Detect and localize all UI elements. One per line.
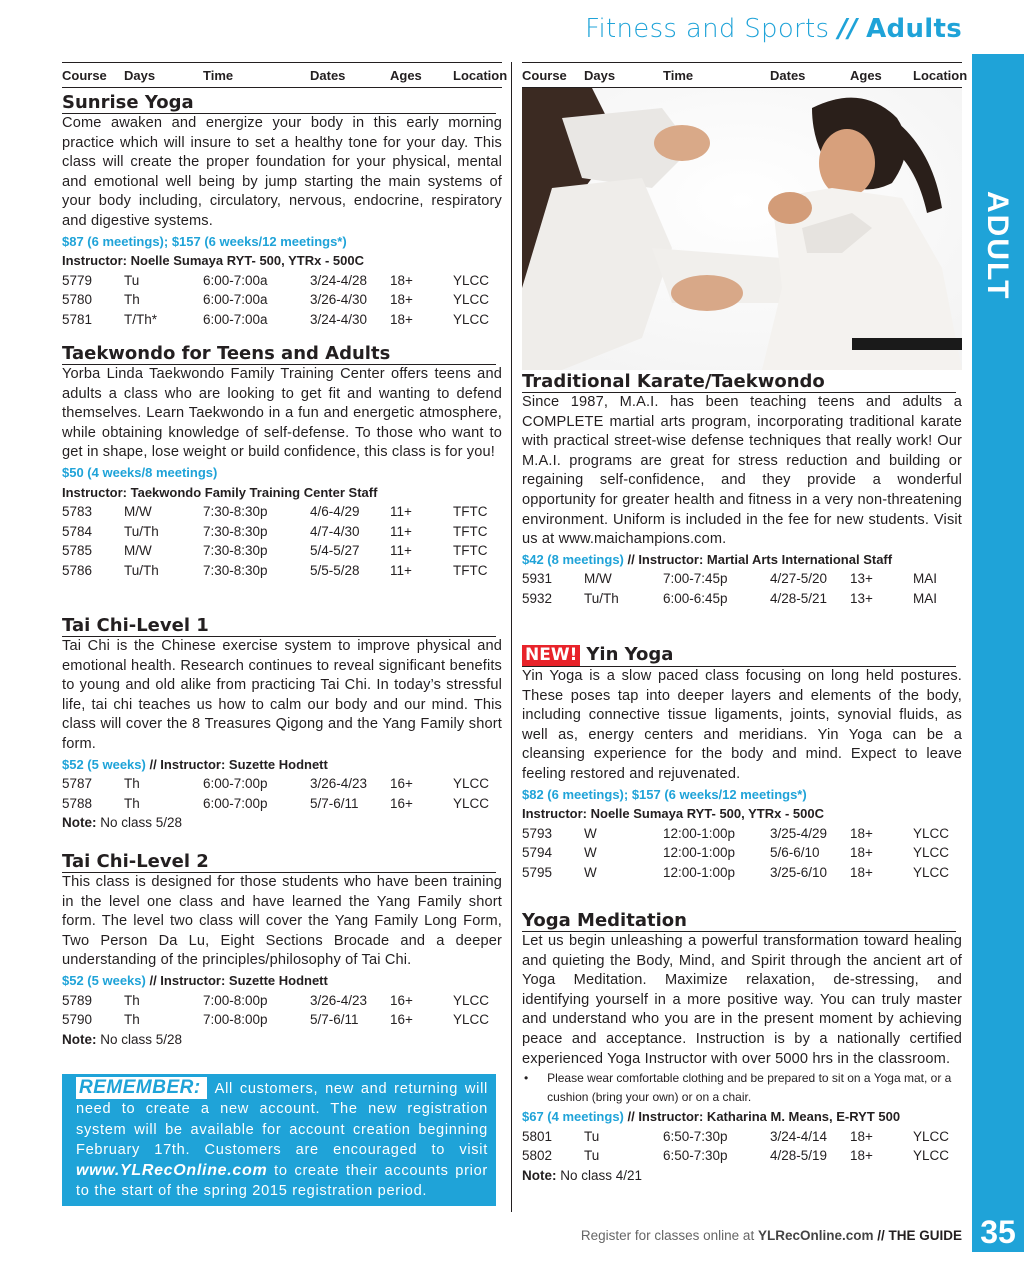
yoga-meditation-price: $67 (4 meetings) xyxy=(522,1109,624,1125)
sunrise-yoga-title: Sunrise Yoga xyxy=(62,92,496,114)
taichi-level2-price-instructor xyxy=(62,971,502,991)
cell-course-number: 5795 xyxy=(522,864,553,880)
note-text: No class 5/28 xyxy=(96,815,183,831)
page-header xyxy=(585,14,962,44)
taichi-level1-price-instructor xyxy=(62,755,502,775)
sunrise-yoga-instructor: Instructor: Noelle Sumaya RYT- 500, YTRx - 500C xyxy=(62,253,364,269)
yin-yoga-description: Yin Yoga is a slow paced class focusing on long held postures. These poses tap into deeper layers and elements of the body, including connective tissue ligaments, joints, synovial fluids, as well as, energy centers and meridians. Yin Yoga can be a cleansing experience for the body and mind. Expect to leave feeling restored and rejuvenated. xyxy=(522,668,962,782)
bullet-text: Please wear comfortable clothing and be prepared to sit on a Yoga mat, or a cushion (bring your own) or on a chair. xyxy=(547,1071,952,1105)
note-label: Note: xyxy=(62,1031,97,1047)
cell-course-number: 5786 xyxy=(62,562,93,578)
cell-ages: 18+ xyxy=(850,1128,873,1144)
yin-yoga-price: $82 (6 meetings); $157 (6 weeks/12 meetings*) xyxy=(522,786,807,802)
karate-description: Since 1987, M.A.I. has been teaching teens and adults a COMPLETE martial arts program, incorporating traditional karate with practical street-wise defense techniques that really work! Our M.A.I. programs are great for stress reduction and building or regaining self-confidence, and they provide a wonderful opportunity for greater health and fitness in a very non-threatening environment. Uniform is included in the fee for new students. Visit us at www.maichampions.com. xyxy=(522,394,962,548)
cell-course-number: 5785 xyxy=(62,543,93,559)
taichi-level1-title: Tai Chi-Level 1 xyxy=(62,615,496,637)
cell-time: 7:00-8:00p xyxy=(203,992,268,1008)
cell-days: Tu xyxy=(584,1128,600,1144)
header-ages: Ages xyxy=(850,67,882,83)
taekwondo-description: Yorba Linda Taekwondo Family Training Center offers teens and adults a class who are looking to get fit and wanting to defend themselves. Learn Taekwondo in a fun and energetic atmosphere, while obtaining knowledge of self-defense. To those who want to get in shape, lose weight or build confidence, this class is for you! xyxy=(62,366,502,461)
header-ages: Ages xyxy=(390,67,422,83)
cell-dates: 4/28-5/21 xyxy=(770,590,828,606)
table-row xyxy=(62,541,502,561)
column-header-right xyxy=(522,62,968,88)
note-label: Note: xyxy=(62,815,97,831)
karate-title: Traditional Karate/Taekwondo xyxy=(522,371,956,393)
taekwondo-title: Taekwondo for Teens and Adults xyxy=(62,343,496,365)
karate-price-instructor xyxy=(522,550,962,570)
cell-course-number: 5790 xyxy=(62,1012,93,1028)
yoga-meditation-description: Let us begin unleashing a powerful transformation toward healing and quieting the Body, Mind, and Spirit through the ancient art of Yoga Meditation. Maximize relaxation, de-stressing, and identifying yourself in a more positive way. You can truly master and understand who you are in the present moment by achieving peace and acceptance. Instruction is by a nationally certified experienced Yoga Instructor with over 5000 hrs in the classroom. xyxy=(522,933,962,1067)
cell-ages: 16+ xyxy=(390,992,413,1008)
cell-time: 12:00-1:00p xyxy=(663,864,736,880)
side-tab-text xyxy=(978,191,1018,306)
yin-yoga-schedule xyxy=(522,824,962,883)
cell-dates: 5/5-5/28 xyxy=(310,562,360,578)
cell-ages: 13+ xyxy=(850,590,873,606)
page-footer xyxy=(581,1228,962,1243)
header-days: Days xyxy=(584,67,616,83)
cell-location: YLCC xyxy=(453,795,490,811)
cell-days: Th xyxy=(124,292,140,308)
cell-ages: 13+ xyxy=(850,571,873,587)
cell-location: TFTC xyxy=(453,523,488,539)
taichi-level2-schedule xyxy=(62,991,502,1030)
table-row xyxy=(62,502,502,522)
table-row xyxy=(62,522,502,542)
footer-url-link[interactable]: YLRecOnline.com xyxy=(757,1228,874,1243)
cell-days: W xyxy=(584,864,597,880)
cell-dates: 3/24-4/28 xyxy=(310,272,368,288)
cell-location: TFTC xyxy=(453,543,488,559)
column-header-left xyxy=(62,62,508,88)
header-time: Time xyxy=(203,67,234,83)
cell-time: 7:00-8:00p xyxy=(203,1012,268,1028)
cell-course-number: 5793 xyxy=(522,825,553,841)
table-row xyxy=(522,843,962,863)
cell-days: Tu/Th xyxy=(124,562,159,578)
cell-time: 7:30-8:30p xyxy=(203,543,268,559)
cell-dates: 3/26-4/23 xyxy=(310,992,368,1008)
cell-course-number: 5787 xyxy=(62,776,93,792)
table-row xyxy=(62,561,502,581)
cell-location: YLCC xyxy=(913,1148,950,1164)
cell-course-number: 5932 xyxy=(522,590,553,606)
yoga-meditation-bullet xyxy=(522,1069,962,1107)
table-row xyxy=(62,774,502,794)
cell-course-number: 5801 xyxy=(522,1128,553,1144)
yin-yoga-title-row xyxy=(522,644,956,667)
karate-schedule xyxy=(522,569,962,608)
sunrise-yoga-schedule xyxy=(62,271,502,330)
cell-days: M/W xyxy=(584,571,612,587)
taekwondo-instructor: Instructor: Taekwondo Family Training Center Staff xyxy=(62,484,378,500)
yin-yoga-section xyxy=(522,644,962,883)
yin-yoga-instructor: Instructor: Noelle Sumaya RYT- 500, YTRx - 500C xyxy=(522,806,824,822)
cell-time: 6:50-7:30p xyxy=(663,1128,728,1144)
cell-time: 6:00-7:00a xyxy=(203,311,268,327)
karate-price: $42 (8 meetings) xyxy=(522,551,624,567)
yoga-meditation-title: Yoga Meditation xyxy=(522,910,956,932)
cell-days: Th xyxy=(124,992,140,1008)
cell-ages: 18+ xyxy=(390,292,413,308)
remember-tag: REMEMBER: xyxy=(76,1077,207,1099)
cell-dates: 3/25-6/10 xyxy=(770,864,828,880)
remember-text-1: All customers, new and returning will need to create a new account. The new registration system will be available for account creation beginning February 17th. Customers are encouraged to visit xyxy=(76,1081,488,1159)
cell-location: YLCC xyxy=(913,1128,950,1144)
taichi-level2-price: $52 (5 weeks) xyxy=(62,972,146,988)
cell-time: 6:00-7:00a xyxy=(203,272,268,288)
cell-time: 6:00-6:45p xyxy=(663,590,728,606)
cell-dates: 3/24-4/30 xyxy=(310,311,368,327)
column-divider xyxy=(511,62,512,1212)
table-row xyxy=(522,863,962,883)
cell-days: W xyxy=(584,845,597,861)
cell-days: M/W xyxy=(124,504,152,520)
new-badge: NEW! xyxy=(522,645,580,666)
header-dates: Dates xyxy=(310,67,346,83)
yoga-meditation-section xyxy=(522,910,962,1186)
cell-time: 7:30-8:30p xyxy=(203,562,268,578)
table-row xyxy=(522,1146,962,1166)
cell-dates: 5/7-6/11 xyxy=(310,795,359,811)
taichi-level2-description: This class is designed for those students who have been training in the level one class and have learned the Yang Family short form. The level two class will cover the Yang Family Long Form, Two Person Da Lu, Eight Sections Brocade and a deeper understanding of the principles/philosophy of Tai Chi. xyxy=(62,874,502,969)
cell-ages: 16+ xyxy=(390,1012,413,1028)
cell-dates: 3/25-4/29 xyxy=(770,825,828,841)
remember-url-link[interactable]: www.YLRecOnline.com xyxy=(76,1161,268,1179)
cell-dates: 3/26-4/23 xyxy=(310,776,368,792)
cell-location: YLCC xyxy=(453,311,490,327)
cell-dates: 5/4-5/27 xyxy=(310,543,360,559)
karate-instructor: // Instructor: Martial Arts International Staff xyxy=(623,551,893,567)
cell-course-number: 5788 xyxy=(62,795,93,811)
taichi-level2-instructor: // Instructor: Suzette Hodnett xyxy=(145,972,328,988)
table-row xyxy=(62,991,502,1011)
cell-days: Tu xyxy=(584,1148,600,1164)
yin-yoga-title: Yin Yoga xyxy=(586,644,674,665)
cell-time: 6:00-7:00a xyxy=(203,292,268,308)
cell-days: Tu/Th xyxy=(584,590,619,606)
header-time: Time xyxy=(663,67,694,83)
cell-days: Th xyxy=(124,776,140,792)
table-row xyxy=(522,589,962,609)
cell-dates: 3/26-4/30 xyxy=(310,292,368,308)
cell-course-number: 5789 xyxy=(62,992,93,1008)
side-tab-text-label: ADULT xyxy=(981,191,1014,301)
note-text: No class 5/28 xyxy=(96,1031,183,1047)
remember-notice xyxy=(62,1074,496,1206)
cell-course-number: 5780 xyxy=(62,292,93,308)
table-row xyxy=(62,310,502,330)
cell-days: T/Th* xyxy=(124,311,158,327)
taichi-level1-instructor: // Instructor: Suzette Hodnett xyxy=(145,756,328,772)
cell-ages: 11+ xyxy=(390,543,412,559)
taekwondo-price: $50 (4 weeks/8 meetings) xyxy=(62,464,218,480)
cell-course-number: 5783 xyxy=(62,504,93,520)
table-row xyxy=(522,569,962,589)
cell-time: 12:00-1:00p xyxy=(663,845,736,861)
cell-location: MAI xyxy=(913,590,938,606)
cell-ages: 18+ xyxy=(850,825,873,841)
cell-ages: 11+ xyxy=(390,504,412,520)
cell-time: 7:30-8:30p xyxy=(203,504,268,520)
cell-days: Th xyxy=(124,795,140,811)
cell-dates: 5/7-6/11 xyxy=(310,1012,359,1028)
cell-ages: 11+ xyxy=(390,562,412,578)
cell-course-number: 5781 xyxy=(62,311,93,327)
cell-dates: 4/27-5/20 xyxy=(770,571,828,587)
cell-course-number: 5794 xyxy=(522,845,553,861)
cell-dates: 4/7-4/30 xyxy=(310,523,360,539)
note-label: Note: xyxy=(522,1167,557,1183)
cell-location: YLCC xyxy=(913,845,950,861)
note-text: No class 4/21 xyxy=(556,1167,643,1183)
table-row xyxy=(62,271,502,291)
header-dates: Dates xyxy=(770,67,806,83)
cell-location: TFTC xyxy=(453,562,488,578)
yoga-meditation-schedule xyxy=(522,1127,962,1166)
cell-ages: 11+ xyxy=(390,523,412,539)
taekwondo-schedule xyxy=(62,502,502,580)
header-days: Days xyxy=(124,67,156,83)
table-row xyxy=(62,290,502,310)
footer-suffix: // THE GUIDE xyxy=(873,1228,962,1243)
table-row xyxy=(62,1010,502,1030)
taichi-level1-schedule xyxy=(62,774,502,813)
cell-dates: 3/24-4/14 xyxy=(770,1128,828,1144)
yoga-meditation-note xyxy=(522,1166,962,1186)
yoga-meditation-instructor: // Instructor: Katharina M. Means, E-RYT 500 xyxy=(623,1109,901,1125)
table-row xyxy=(522,824,962,844)
header-slash: // xyxy=(837,14,858,44)
taichi-level1-description: Tai Chi is the Chinese exercise system to improve physical and emotional health. Research continues to reveal significant benefits to young and old alike from practicing Tai Chi. In today’s stressful life, tai chi teaches us how to calm our body and our mind. This class will cover the 8 Treasures Qigong and the Yang Family short form. xyxy=(62,638,502,752)
cell-days: M/W xyxy=(124,543,152,559)
cell-course-number: 5802 xyxy=(522,1148,553,1164)
cell-ages: 18+ xyxy=(850,845,873,861)
cell-days: Tu xyxy=(124,272,140,288)
table-row xyxy=(62,794,502,814)
cell-ages: 18+ xyxy=(390,272,413,288)
cell-location: YLCC xyxy=(453,292,490,308)
cell-ages: 18+ xyxy=(850,1148,873,1164)
cell-ages: 18+ xyxy=(390,311,413,327)
cell-time: 7:30-8:30p xyxy=(203,523,268,539)
header-course: Course xyxy=(62,67,107,83)
header-location: Location xyxy=(913,67,968,83)
sunrise-yoga-section xyxy=(62,92,502,330)
cell-days: Th xyxy=(124,1012,140,1028)
cell-dates: 4/6-4/29 xyxy=(310,504,360,520)
cell-location: YLCC xyxy=(913,825,950,841)
taichi-level1-price: $52 (5 weeks) xyxy=(62,756,146,772)
side-tab-label xyxy=(978,191,1018,306)
cell-dates: 4/28-5/19 xyxy=(770,1148,828,1164)
bullet-icon: • xyxy=(524,1071,529,1086)
cell-days: W xyxy=(584,825,597,841)
karate-photo-illustration xyxy=(522,88,962,370)
taichi-level1-note xyxy=(62,813,502,833)
remember-text-2: to create their accounts prior to the start of the spring 2015 registration period. xyxy=(76,1162,488,1200)
cell-course-number: 5779 xyxy=(62,272,93,288)
cell-location: MAI xyxy=(913,571,938,587)
sunrise-yoga-description: Come awaken and energize your body in this early morning practice which will insure to set a healthy tone for your day. This class will create the proper foundation for your physical, mental and emotional well being by jump starting the main systems of your body including, circulatory, nervous, endocrine, respiratory and digestive systems. xyxy=(62,115,502,229)
karate-photo xyxy=(522,88,962,370)
cell-time: 12:00-1:00p xyxy=(663,825,736,841)
taichi-level2-section xyxy=(62,851,502,1049)
cell-location: YLCC xyxy=(453,1012,490,1028)
cell-time: 6:00-7:00p xyxy=(203,776,268,792)
header-section: Fitness and Sports xyxy=(585,14,830,44)
page-number: 35 xyxy=(972,1212,1024,1252)
taichi-level2-title: Tai Chi-Level 2 xyxy=(62,851,496,873)
cell-time: 6:00-7:00p xyxy=(203,795,268,811)
cell-days: Tu/Th xyxy=(124,523,159,539)
cell-course-number: 5784 xyxy=(62,523,93,539)
header-audience: Adults xyxy=(866,14,962,44)
karate-section xyxy=(522,371,962,609)
cell-course-number: 5931 xyxy=(522,571,553,587)
header-location: Location xyxy=(453,67,508,83)
cell-ages: 16+ xyxy=(390,795,413,811)
cell-time: 6:50-7:30p xyxy=(663,1148,728,1164)
cell-location: TFTC xyxy=(453,504,488,520)
cell-ages: 16+ xyxy=(390,776,413,792)
header-course: Course xyxy=(522,67,567,83)
taekwondo-section xyxy=(62,343,502,581)
cell-location: YLCC xyxy=(453,776,490,792)
cell-location: YLCC xyxy=(913,864,950,880)
cell-location: YLCC xyxy=(453,272,490,288)
table-row xyxy=(522,1127,962,1147)
taichi-level1-section xyxy=(62,615,502,833)
yoga-meditation-price-instructor xyxy=(522,1107,962,1127)
footer-prefix: Register for classes online at xyxy=(580,1228,758,1243)
cell-ages: 18+ xyxy=(850,864,873,880)
taichi-level2-note xyxy=(62,1030,502,1050)
cell-time: 7:00-7:45p xyxy=(663,571,728,587)
left-column xyxy=(62,62,508,1212)
cell-location: YLCC xyxy=(453,992,490,1008)
sunrise-yoga-price: $87 (6 meetings); $157 (6 weeks/12 meetings*) xyxy=(62,233,347,249)
cell-dates: 5/6-6/10 xyxy=(770,845,820,861)
